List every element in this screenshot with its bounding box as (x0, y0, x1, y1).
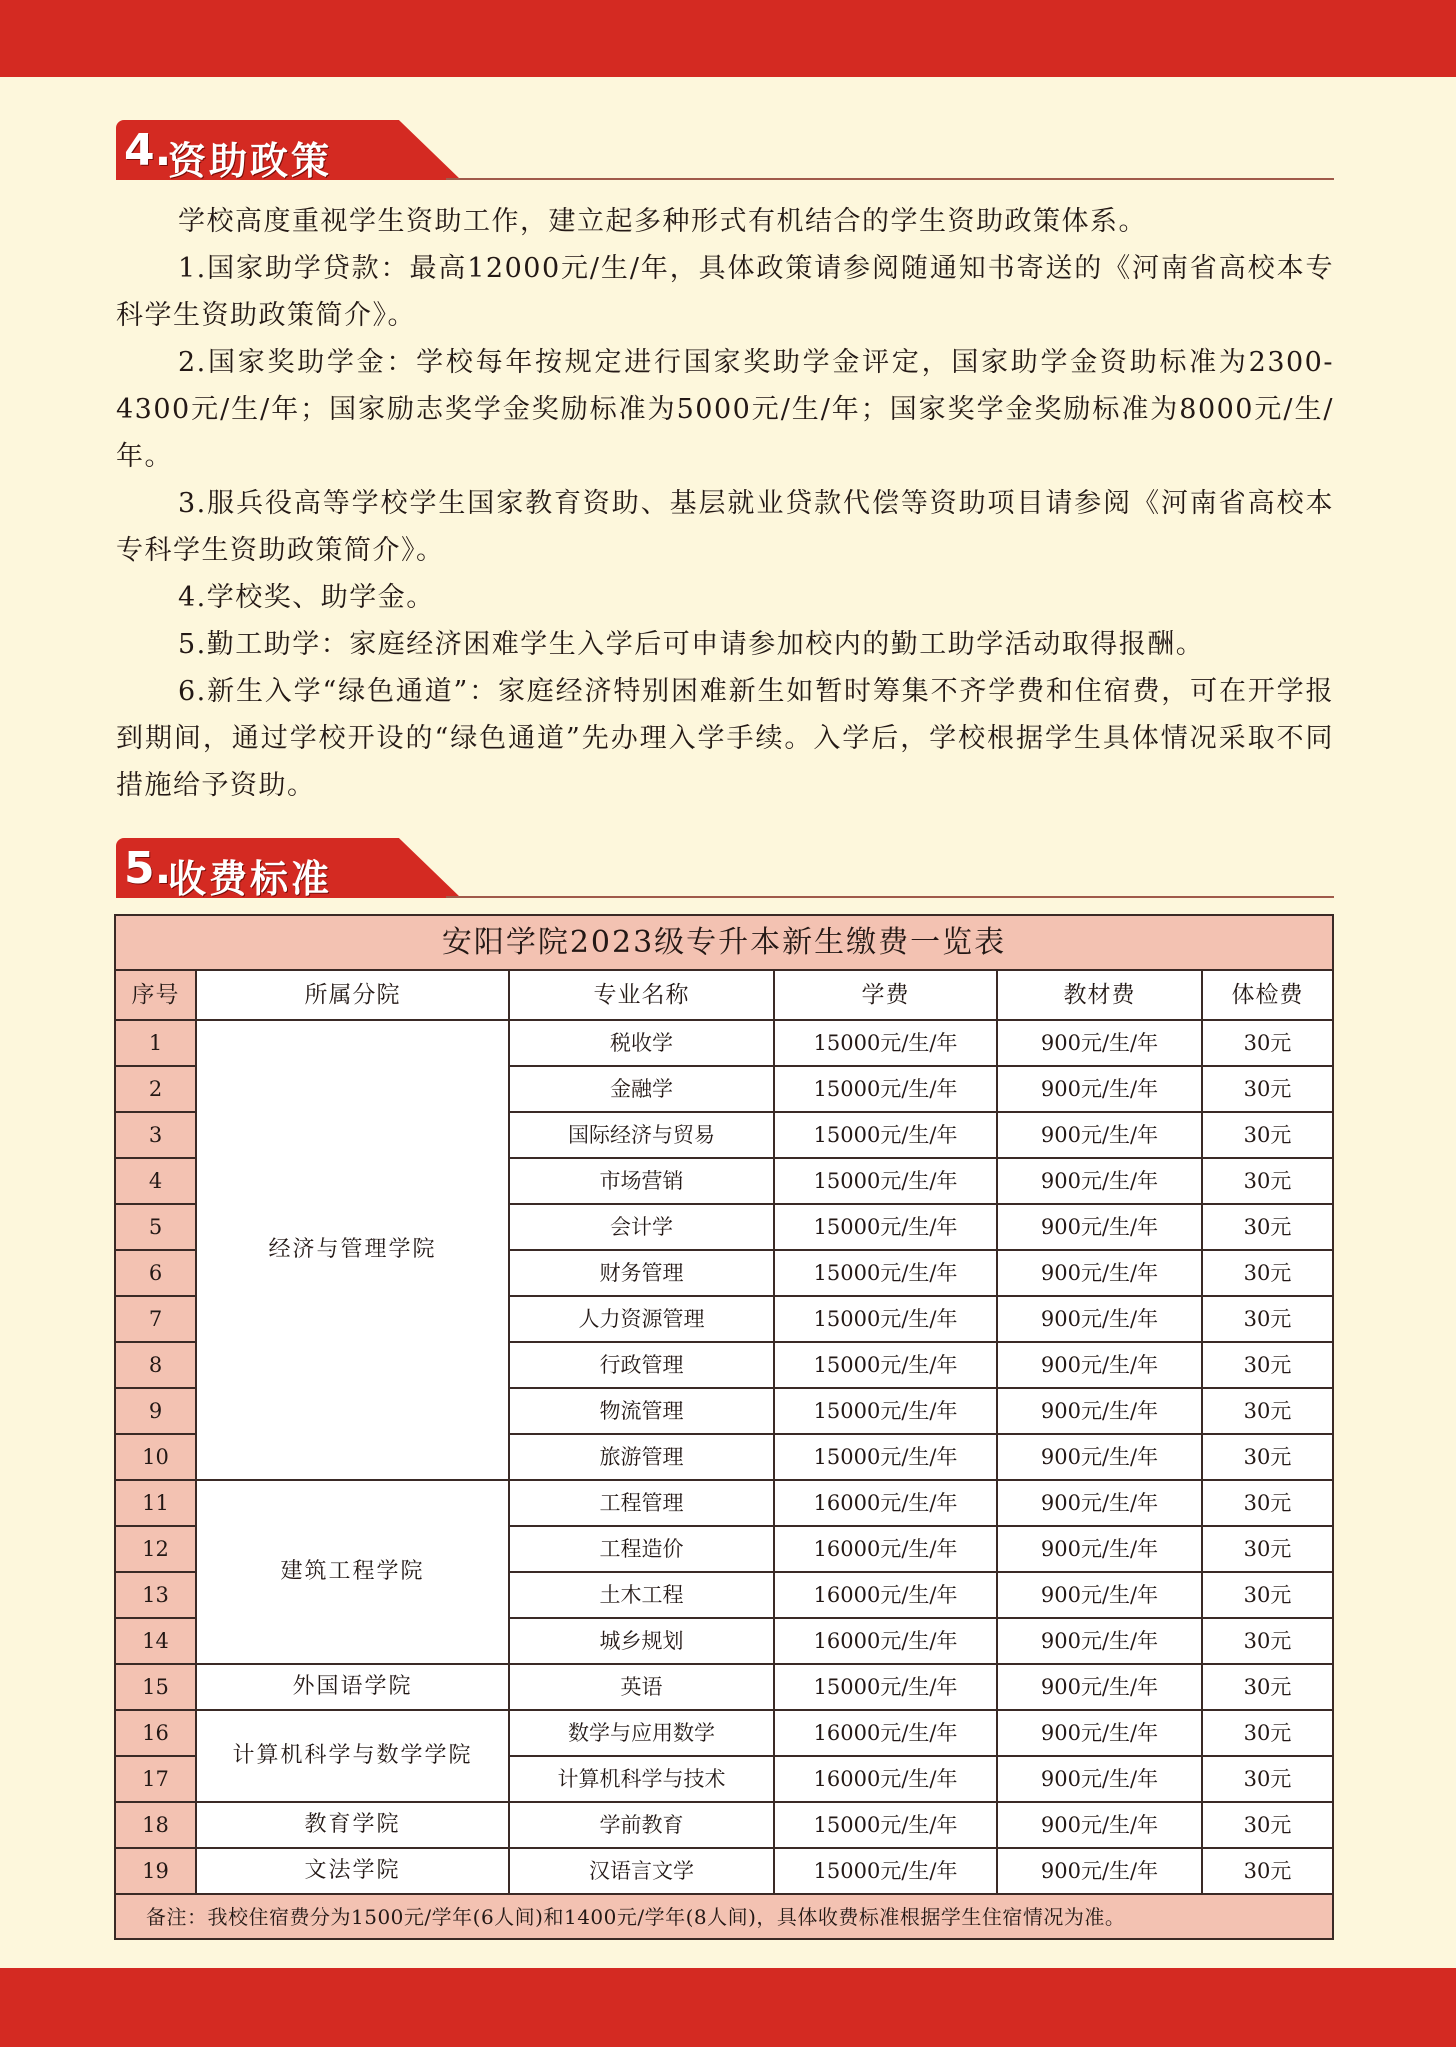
books-cell: 900元/生/年 (997, 1526, 1202, 1572)
books-cell: 900元/生/年 (997, 1158, 1202, 1204)
section-number: 4. (124, 125, 172, 176)
books-cell: 900元/生/年 (997, 1572, 1202, 1618)
exam-cell: 30元 (1202, 1342, 1333, 1388)
major-cell: 人力资源管理 (509, 1296, 774, 1342)
major-cell: 旅游管理 (509, 1434, 774, 1480)
table-row (115, 1802, 1333, 1848)
tuition-cell: 15000元/生/年 (774, 1158, 997, 1204)
row-number: 15 (115, 1664, 196, 1710)
section-number: 5. (124, 843, 172, 894)
books-cell: 900元/生/年 (997, 1388, 1202, 1434)
row-number: 5 (115, 1204, 196, 1250)
major-cell: 学前教育 (509, 1802, 774, 1848)
table-row (115, 1664, 1333, 1710)
exam-cell: 30元 (1202, 1618, 1333, 1664)
exam-cell: 30元 (1202, 1848, 1333, 1894)
section-5-heading (116, 838, 1334, 902)
exam-cell: 30元 (1202, 1112, 1333, 1158)
tuition-cell: 15000元/生/年 (774, 1112, 997, 1158)
books-cell: 900元/生/年 (997, 1848, 1202, 1894)
tuition-cell: 16000元/生/年 (774, 1710, 997, 1756)
tuition-cell: 15000元/生/年 (774, 1434, 997, 1480)
exam-cell: 30元 (1202, 1250, 1333, 1296)
paragraph: 学校高度重视学生资助工作，建立起多种形式有机结合的学生资助政策体系。 (178, 206, 1147, 237)
tuition-cell: 15000元/生/年 (774, 1802, 997, 1848)
paragraph: 6.新生入学“绿色通道”：家庭经济特别困难新生如暂时筹集不齐学费和住宿费，可在开学报到期间，通过学校开设的“绿色通道”先办理入学手续。入学后，学校根据学生具体情况采取不同措施给予资助。 (116, 676, 1334, 801)
books-cell: 900元/生/年 (997, 1756, 1202, 1802)
row-number: 16 (115, 1710, 196, 1756)
tuition-cell: 15000元/生/年 (774, 1020, 997, 1066)
major-cell: 金融学 (509, 1066, 774, 1112)
exam-cell: 30元 (1202, 1158, 1333, 1204)
table-row (115, 1020, 1333, 1066)
tuition-cell: 15000元/生/年 (774, 1250, 997, 1296)
fee-table (114, 914, 1334, 1940)
books-cell: 900元/生/年 (997, 1434, 1202, 1480)
books-cell: 900元/生/年 (997, 1802, 1202, 1848)
books-cell: 900元/生/年 (997, 1296, 1202, 1342)
exam-cell: 30元 (1202, 1434, 1333, 1480)
table-row (115, 1848, 1333, 1894)
row-number: 9 (115, 1388, 196, 1434)
major-cell: 汉语言文学 (509, 1848, 774, 1894)
major-cell: 市场营销 (509, 1158, 774, 1204)
paragraph: 4.学校奖、助学金。 (178, 582, 435, 613)
tuition-cell: 15000元/生/年 (774, 1342, 997, 1388)
row-number: 4 (115, 1158, 196, 1204)
exam-cell: 30元 (1202, 1480, 1333, 1526)
exam-cell: 30元 (1202, 1710, 1333, 1756)
row-number: 1 (115, 1020, 196, 1066)
major-cell: 城乡规划 (509, 1618, 774, 1664)
books-cell: 900元/生/年 (997, 1020, 1202, 1066)
books-cell: 900元/生/年 (997, 1618, 1202, 1664)
top-red-band (0, 0, 1456, 77)
books-cell: 900元/生/年 (997, 1204, 1202, 1250)
college-cell: 计算机科学与数学学院 (196, 1710, 509, 1802)
books-cell: 900元/生/年 (997, 1710, 1202, 1756)
tuition-cell: 15000元/生/年 (774, 1296, 997, 1342)
major-cell: 计算机科学与技术 (509, 1756, 774, 1802)
exam-cell: 30元 (1202, 1572, 1333, 1618)
table-note: 备注：我校住宿费分为1500元/学年(6人间)和1400元/学年(8人间)，具体收费标准根据学生住宿情况为准。 (115, 1894, 1333, 1939)
tuition-cell: 15000元/生/年 (774, 1066, 997, 1112)
tuition-cell: 15000元/生/年 (774, 1388, 997, 1434)
tuition-cell: 15000元/生/年 (774, 1848, 997, 1894)
row-number: 10 (115, 1434, 196, 1480)
paragraph: 1.国家助学贷款：最高12000元/生/年，具体政策请参阅随通知书寄送的《河南省高校本专科学生资助政策简介》。 (116, 253, 1334, 331)
row-number: 12 (115, 1526, 196, 1572)
table-caption: 安阳学院2023级专升本新生缴费一览表 (115, 915, 1333, 970)
exam-cell: 30元 (1202, 1296, 1333, 1342)
books-cell: 900元/生/年 (997, 1664, 1202, 1710)
column-header-exam: 体检费 (1202, 970, 1333, 1020)
table-note-row (115, 1894, 1333, 1939)
column-header-college: 所属分院 (196, 970, 509, 1020)
exam-cell: 30元 (1202, 1802, 1333, 1848)
tuition-cell: 16000元/生/年 (774, 1572, 997, 1618)
tuition-cell: 16000元/生/年 (774, 1526, 997, 1572)
row-number: 14 (115, 1618, 196, 1664)
bottom-red-band (0, 1968, 1456, 2047)
row-number: 19 (115, 1848, 196, 1894)
tuition-cell: 15000元/生/年 (774, 1204, 997, 1250)
section-title: 收费标准 (168, 857, 333, 901)
column-header-major: 专业名称 (509, 970, 774, 1020)
exam-cell: 30元 (1202, 1756, 1333, 1802)
major-cell: 英语 (509, 1664, 774, 1710)
major-cell: 行政管理 (509, 1342, 774, 1388)
row-number: 3 (115, 1112, 196, 1158)
major-cell: 会计学 (509, 1204, 774, 1250)
column-header-books: 教材费 (997, 970, 1202, 1020)
column-header-tuition: 学费 (774, 970, 997, 1020)
exam-cell: 30元 (1202, 1066, 1333, 1112)
row-number: 8 (115, 1342, 196, 1388)
tuition-cell: 16000元/生/年 (774, 1618, 997, 1664)
row-number: 6 (115, 1250, 196, 1296)
exam-cell: 30元 (1202, 1204, 1333, 1250)
tuition-cell: 15000元/生/年 (774, 1664, 997, 1710)
exam-cell: 30元 (1202, 1526, 1333, 1572)
section-4-body (116, 198, 1334, 809)
column-header-seq: 序号 (115, 970, 196, 1020)
books-cell: 900元/生/年 (997, 1066, 1202, 1112)
books-cell: 900元/生/年 (997, 1342, 1202, 1388)
major-cell: 物流管理 (509, 1388, 774, 1434)
books-cell: 900元/生/年 (997, 1250, 1202, 1296)
table-row (115, 1480, 1333, 1526)
row-number: 11 (115, 1480, 196, 1526)
college-cell: 外国语学院 (196, 1664, 509, 1710)
tuition-cell: 16000元/生/年 (774, 1480, 997, 1526)
major-cell: 工程管理 (509, 1480, 774, 1526)
books-cell: 900元/生/年 (997, 1112, 1202, 1158)
major-cell: 财务管理 (509, 1250, 774, 1296)
exam-cell: 30元 (1202, 1388, 1333, 1434)
row-number: 13 (115, 1572, 196, 1618)
section-4-heading (116, 120, 1334, 184)
exam-cell: 30元 (1202, 1020, 1333, 1066)
books-cell: 900元/生/年 (997, 1480, 1202, 1526)
row-number: 18 (115, 1802, 196, 1848)
section-rule (446, 896, 1334, 898)
major-cell: 数学与应用数学 (509, 1710, 774, 1756)
college-cell: 教育学院 (196, 1802, 509, 1848)
section-title: 资助政策 (168, 139, 333, 183)
table-row (115, 1710, 1333, 1756)
major-cell: 国际经济与贸易 (509, 1112, 774, 1158)
major-cell: 税收学 (509, 1020, 774, 1066)
row-number: 17 (115, 1756, 196, 1802)
paragraph: 3.服兵役高等学校学生国家教育资助、基层就业贷款代偿等资助项目请参阅《河南省高校本专科学生资助政策简介》。 (116, 488, 1334, 566)
major-cell: 土木工程 (509, 1572, 774, 1618)
paragraph: 5.勤工助学：家庭经济困难学生入学后可申请参加校内的勤工助学活动取得报酬。 (178, 629, 1205, 660)
college-cell: 文法学院 (196, 1848, 509, 1894)
exam-cell: 30元 (1202, 1664, 1333, 1710)
college-cell: 经济与管理学院 (196, 1020, 509, 1480)
row-number: 7 (115, 1296, 196, 1342)
tuition-cell: 16000元/生/年 (774, 1756, 997, 1802)
section-rule (446, 178, 1334, 180)
paragraph: 2.国家奖助学金：学校每年按规定进行国家奖助学金评定，国家助学金资助标准为2300-4300元/生/年；国家励志奖学金奖励标准为5000元/生/年；国家奖学金奖励标准为8000元/生/年。 (116, 347, 1334, 472)
row-number: 2 (115, 1066, 196, 1112)
college-cell: 建筑工程学院 (196, 1480, 509, 1664)
major-cell: 工程造价 (509, 1526, 774, 1572)
